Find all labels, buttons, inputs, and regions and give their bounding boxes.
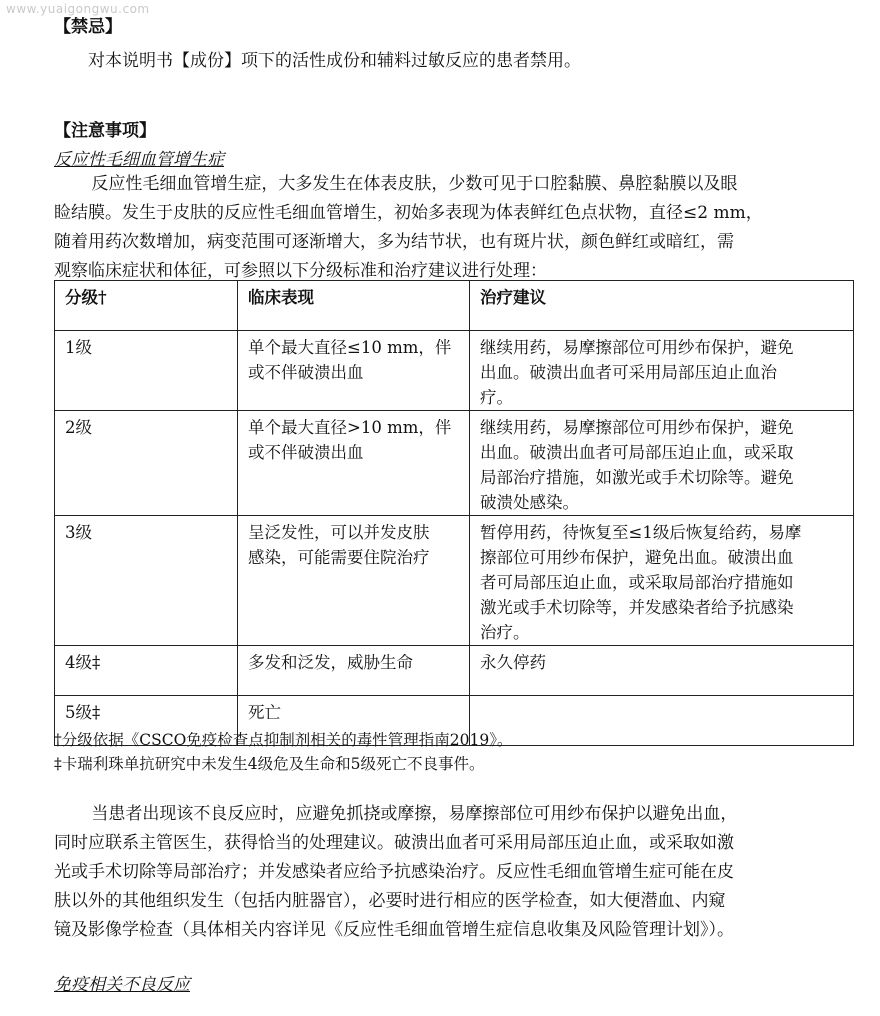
grade-cell: 1级 [55, 331, 238, 411]
advice-line: 当患者出现该不良反应时，应避免抓挠或摩擦，易摩擦部位可用纱布保护以避免出血， [91, 804, 738, 824]
capillary-intro-paragraph [54, 170, 854, 286]
clinical-line: 死亡 [248, 703, 281, 722]
advice-line: 光或手术切除等局部治疗；并发感染者应给予抗感染治疗。反应性毛细血管增生症可能在皮 [54, 862, 734, 882]
treatment-line: 局部治疗措施，如激光或手术切除等。避免 [480, 468, 794, 487]
clinical-line: 单个最大直径≤10 mm，伴 [248, 338, 452, 357]
grade-cell: 5级‡ [55, 696, 238, 746]
intro-line: 反应性毛细血管增生症，大多发生在体表皮肤，少数可见于口腔黏膜、鼻腔黏膜以及眼 [91, 174, 738, 194]
precautions-heading: 【注意事项】 [54, 121, 156, 141]
clinical-line: 感染，可能需要住院治疗 [248, 548, 430, 567]
clinical-cell [238, 646, 470, 696]
header-clinical: 临床表现 [238, 281, 470, 331]
treatment-cell [470, 331, 854, 411]
footnote-dagger: †分级依据《CSCO免疫检查点抑制剂相关的毒性管理指南2019》。 [54, 731, 513, 749]
clinical-line: 或不伴破溃出血 [248, 443, 364, 462]
clinical-cell [238, 411, 470, 516]
next-section-heading: 免疫相关不良反应 [54, 975, 190, 995]
contraindications-heading: 【禁忌】 [54, 17, 122, 37]
treatment-cell [470, 411, 854, 516]
contraindications-text: 对本说明书【成份】项下的活性成份和辅料过敏反应的患者禁用。 [88, 51, 581, 71]
treatment-cell [470, 646, 854, 696]
treatment-line: 继续用药，易摩擦部位可用纱布保护，避免 [480, 418, 794, 437]
table-row [55, 331, 854, 411]
treatment-line: 激光或手术切除等，并发感染者给予抗感染 [480, 598, 794, 617]
treatment-line: 破溃处感染。 [480, 493, 579, 512]
treatment-line: 治疗。 [480, 623, 530, 642]
treatment-line: 永久停药 [480, 653, 546, 672]
treatment-line: 出血。破溃出血者可采用局部压迫止血治 [480, 363, 777, 382]
advice-line: 镜及影像学检查（具体相关内容详见《反应性毛细血管增生症信息收集及风险管理计划》）。 [54, 920, 734, 940]
table-row [55, 646, 854, 696]
treatment-cell [470, 516, 854, 646]
footnote-double-dagger: ‡卡瑞利珠单抗研究中未发生4级危及生命和5级死亡不良事件。 [54, 755, 485, 773]
watermark: www.yuaigongwu.com [6, 2, 150, 16]
table-header-row [55, 281, 854, 331]
clinical-line: 或不伴破溃出血 [248, 363, 364, 382]
advice-paragraph [54, 800, 854, 945]
clinical-cell [238, 331, 470, 411]
advice-line: 肤以外的其他组织发生（包括内脏器官），必要时进行相应的医学检查，如大便潜血、内窥 [54, 891, 726, 911]
capillary-subheading: 反应性毛细血管增生症 [54, 150, 224, 170]
grade-cell: 4级‡ [55, 646, 238, 696]
grade-cell: 2级 [55, 411, 238, 516]
clinical-cell [238, 516, 470, 646]
header-grade: 分级† [55, 281, 238, 331]
intro-line: 随着用药次数增加，病变范围可逐渐增大，多为结节状，也有斑片状，颜色鲜红或暗红，需 [54, 232, 734, 252]
treatment-line: 暂停用药，待恢复至≤1级后恢复给药，易摩 [480, 523, 802, 542]
clinical-line: 单个最大直径>10 mm，伴 [248, 418, 452, 437]
advice-line: 同时应联系主管医生，获得恰当的处理建议。破溃出血者可采用局部压迫止血，或采取如激 [54, 833, 734, 853]
grade-cell: 3级 [55, 516, 238, 646]
treatment-line: 擦部位可用纱布保护，避免出血。破溃出血 [480, 548, 794, 567]
intro-line: 睑结膜。发生于皮肤的反应性毛细血管增生，初始多表现为体表鲜红色点状物，直径≤2 mm， [54, 203, 763, 223]
treatment-line: 出血。破溃出血者可局部压迫止血，或采取 [480, 443, 794, 462]
table-row [55, 516, 854, 646]
header-treatment: 治疗建议 [470, 281, 854, 331]
treatment-line: 疗。 [480, 388, 513, 407]
treatment-line: 者可局部压迫止血，或采取局部治疗措施如 [480, 573, 794, 592]
treatment-line: 继续用药，易摩擦部位可用纱布保护，避免 [480, 338, 794, 357]
treatment-cell [470, 696, 854, 746]
clinical-line: 多发和泛发，威胁生命 [248, 653, 413, 672]
table-row [55, 411, 854, 516]
grading-table [54, 280, 854, 746]
clinical-line: 呈泛发性，可以并发皮肤 [248, 523, 430, 542]
intro-line: 观察临床症状和体征，可参照以下分级标准和治疗建议进行处理： [54, 261, 547, 281]
